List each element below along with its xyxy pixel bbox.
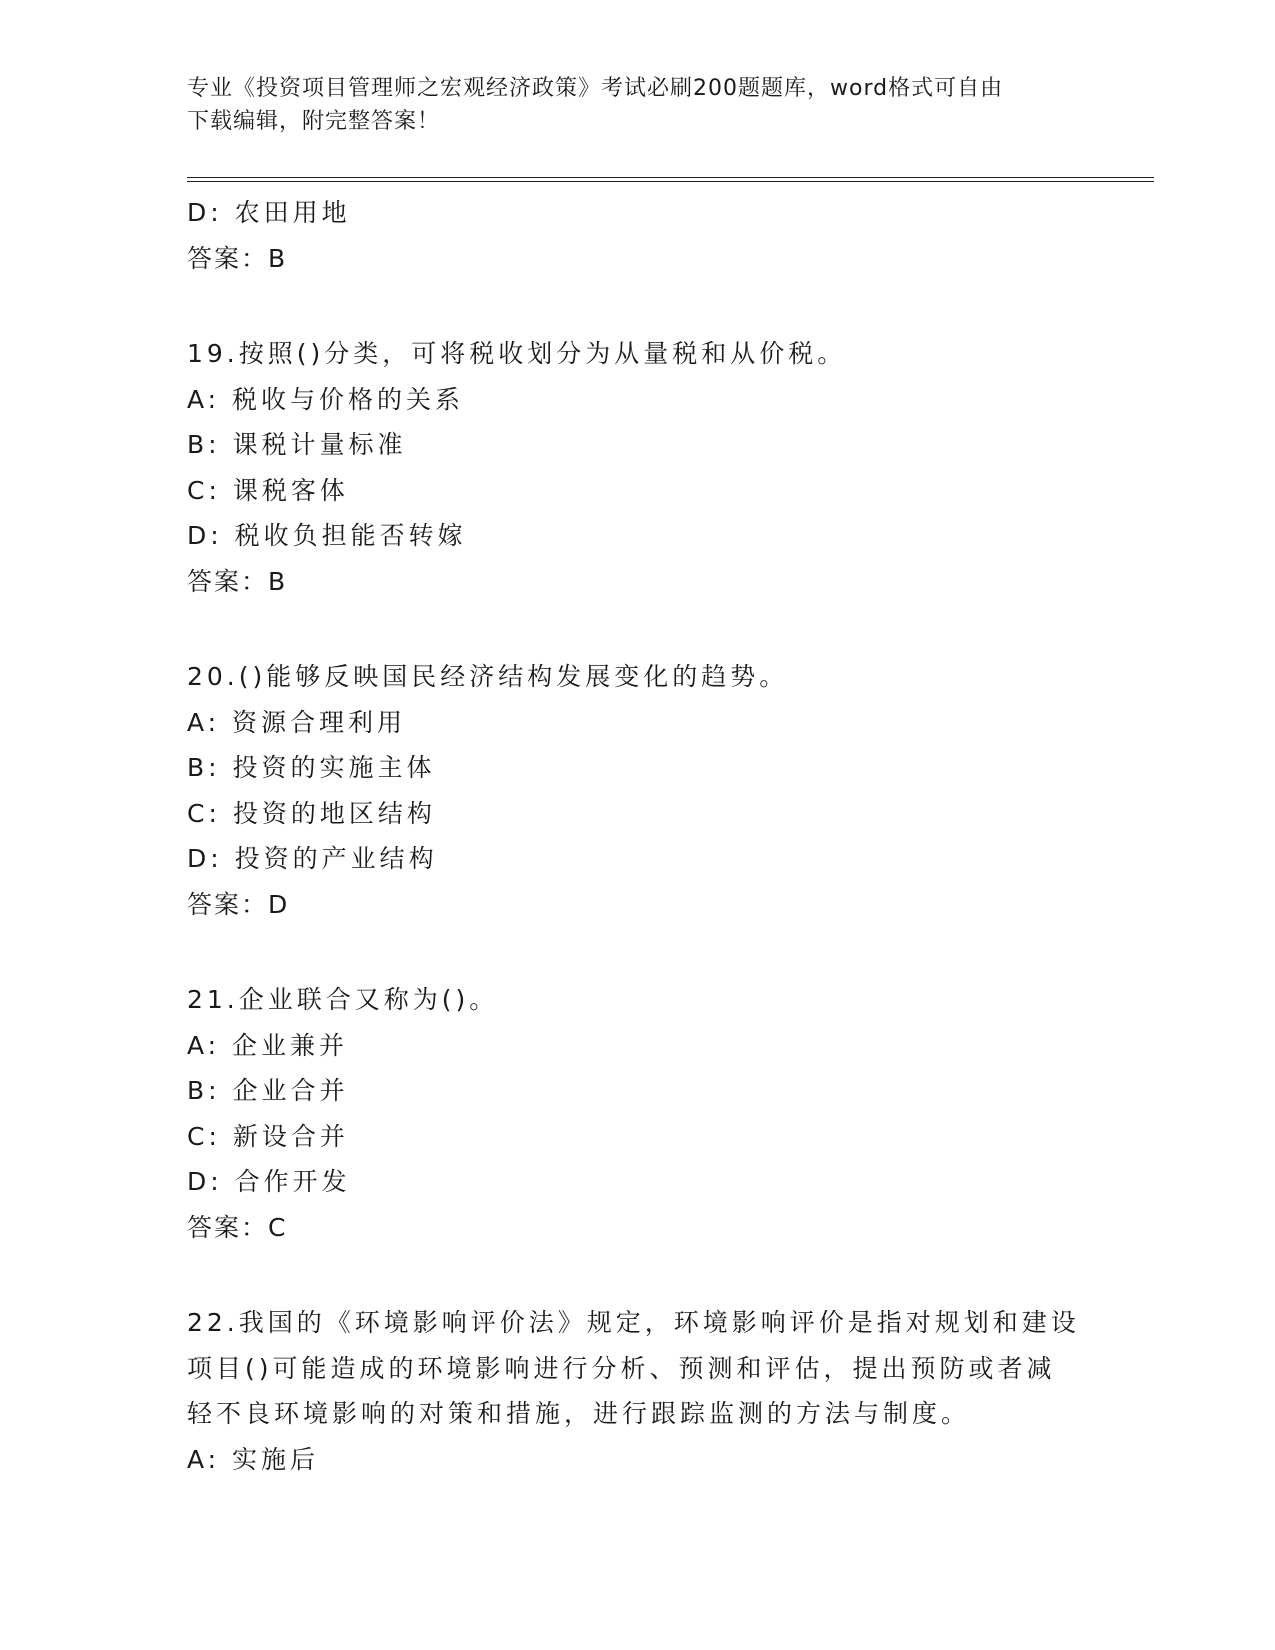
question-stem-line-2: 项目()可能造成的环境影响进行分析、预测和评估，提出预防或者减 bbox=[187, 1353, 1056, 1383]
question-19 bbox=[187, 331, 1087, 604]
question-stem: 21.企业联合又称为()。 bbox=[187, 985, 499, 1014]
option-d: D: 合作开发 bbox=[187, 1167, 351, 1196]
answer: 答案：D bbox=[187, 889, 290, 919]
option-a: A: 企业兼并 bbox=[187, 1030, 349, 1060]
header-divider-secondary bbox=[187, 181, 1154, 182]
option-d: D: 税收负担能否转嫁 bbox=[187, 521, 467, 550]
spacer bbox=[187, 281, 1087, 331]
option-a: A: 实施后 bbox=[187, 1444, 320, 1474]
option-c: C: 新设合并 bbox=[187, 1121, 349, 1151]
header-title-line-2: 下载编辑，附完整答案！ bbox=[187, 109, 441, 134]
header-title-line-1: 专业《投资项目管理师之宏观经济政策》考试必刷200题题库，word格式可自由 bbox=[187, 76, 1004, 101]
document-header bbox=[187, 72, 1087, 138]
answer: 答案：B bbox=[187, 243, 288, 273]
header-divider bbox=[187, 177, 1154, 178]
question-stem-line-1: 22.我国的《环境影响评价法》规定，环境影响评价是指对规划和建设 bbox=[187, 1308, 1080, 1337]
option-d: D: 农田用地 bbox=[187, 198, 351, 227]
question-stem: 19.按照()分类，可将税收划分为从量税和从价税。 bbox=[187, 339, 847, 368]
question-20 bbox=[187, 654, 1087, 927]
option-b: B: 投资的实施主体 bbox=[187, 753, 436, 782]
option-b: B: 课税计量标准 bbox=[187, 430, 407, 459]
answer: 答案：C bbox=[187, 1212, 288, 1242]
question-21 bbox=[187, 977, 1087, 1250]
option-d: D: 投资的产业结构 bbox=[187, 844, 438, 873]
option-a: A: 资源合理利用 bbox=[187, 707, 407, 737]
question-stem: 20.()能够反映国民经济结构发展变化的趋势。 bbox=[187, 662, 789, 691]
spacer bbox=[187, 1250, 1087, 1300]
question-list bbox=[187, 190, 1087, 1482]
question-stem-line-3: 轻不良环境影响的对策和措施，进行跟踪监测的方法与制度。 bbox=[187, 1399, 971, 1428]
option-c: C: 投资的地区结构 bbox=[187, 798, 436, 828]
option-c: C: 课税客体 bbox=[187, 475, 349, 505]
spacer bbox=[187, 604, 1087, 654]
option-b: B: 企业合并 bbox=[187, 1076, 349, 1105]
question-22 bbox=[187, 1300, 1087, 1482]
option-a: A: 税收与价格的关系 bbox=[187, 384, 465, 414]
question-18-tail bbox=[187, 190, 1087, 281]
answer: 答案：B bbox=[187, 566, 288, 596]
spacer bbox=[187, 927, 1087, 977]
